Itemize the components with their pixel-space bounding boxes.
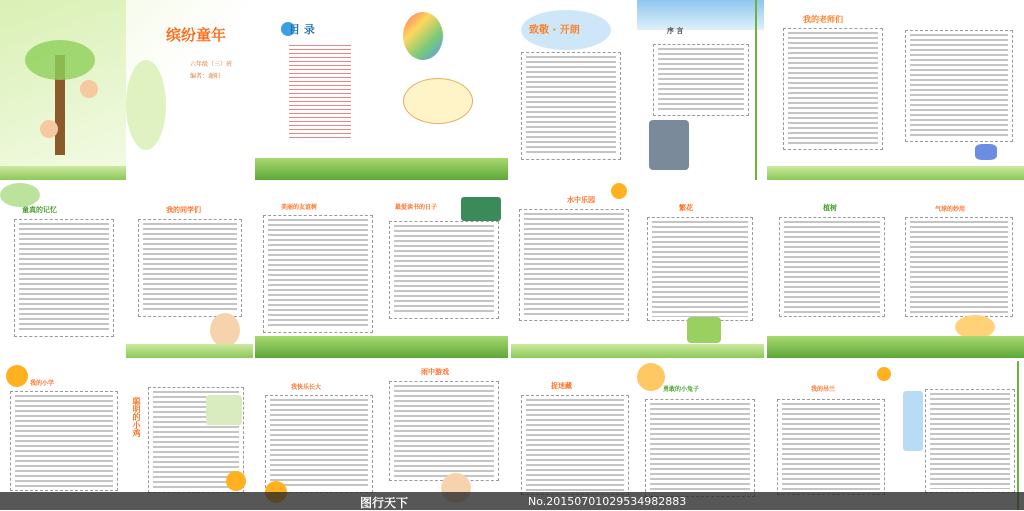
growing-page [255,361,381,510]
growing-text-block [265,395,373,493]
grass [767,336,895,358]
rabbit-title: 勇敢的小兔子 [663,386,700,393]
teachers-text-block [783,28,883,150]
teacher-photo [649,120,689,170]
classmates-text-block [138,219,242,317]
sport-page [511,183,637,358]
child-figure [40,120,58,138]
orange-bubbles [637,363,665,391]
grass [381,336,508,358]
watermark-logo: 图行天下 [360,496,409,510]
fun-class-page [895,183,1024,358]
cover-right-page [126,0,253,180]
school-spread [0,361,253,510]
grass [381,158,508,180]
grass [895,166,1024,180]
butterfly-decoration [975,144,997,160]
books-stack [461,197,501,221]
reading-title: 最爱读书的日子 [395,204,438,211]
classmates-page [126,183,253,358]
reading-text-block [389,221,499,319]
contents-list [285,42,355,142]
grass [0,166,126,180]
planting-page [767,183,895,358]
sport-text-block [519,209,629,321]
grass [767,166,895,180]
classmates-spread [0,183,253,358]
play-page [511,361,637,510]
growing-spread [255,361,508,510]
green-vine [1017,361,1019,510]
orchid-right-text [925,389,1015,493]
flowers-page [637,183,764,358]
teachers-right-page [895,0,1024,180]
school-text-block [10,391,118,491]
planting-spread [767,183,1024,358]
blue-frame [903,391,923,451]
school-page [0,361,126,510]
friendship-title: 美丽的友谊树 [281,204,318,211]
rainbow-feather [403,12,443,60]
growing-title: 我快乐长大 [291,384,322,391]
flowers-title: 繁花 [679,204,693,212]
sky [637,0,764,30]
play-text-block [521,395,629,495]
rain-text-block [389,381,499,481]
cover-spread [0,0,253,180]
preface-spread [511,0,764,180]
childhood-text-block [14,219,114,337]
childhood-title: 童真的记忆 [22,206,57,214]
smart-title: 聪明的小鸡 [132,397,141,437]
flowers-text-block [647,217,753,321]
classmates-title: 我的同学们 [166,206,201,214]
rabbit-text-block [645,399,755,497]
grass [511,344,637,358]
grass [255,336,381,358]
cover-class-line: 六年级（三）班 [190,61,233,68]
teachers-title: 我的老师们 [803,15,843,24]
grass [126,344,253,358]
preface-subheading: 序 言 [667,27,684,35]
sunflower [226,471,246,491]
preface-right-text [653,44,749,116]
preface-left-page [511,0,637,180]
girl-illustration [210,313,240,347]
school-title: 我的小学 [30,380,55,387]
teachers-right-text [905,30,1013,142]
leaf-corner [0,183,40,207]
contents-title: 目 录 [289,23,315,36]
smart-page [126,361,253,510]
orchid-title: 我的吊兰 [811,386,836,393]
reading-page [381,183,508,358]
play-spread [511,361,764,510]
preface-heading: 致敬 · 开朗 [529,25,580,36]
leaf-decoration [126,60,166,150]
planting-text-block [779,217,885,317]
contents-left-page [255,0,381,180]
orchid-spread [767,361,1024,510]
childhood-page [0,183,126,358]
watermark-bar [0,492,1024,510]
preface-right-page [637,0,764,180]
teachers-left-page [767,0,895,180]
rain-title: 雨中游戏 [421,368,449,376]
rabbit-page [637,361,764,510]
preface-text-block [521,52,621,160]
orange-circle [611,183,627,199]
cover-title: 缤纷童年 [166,26,227,44]
fun-class-text-block [905,217,1013,317]
cover-left-page [0,0,126,180]
planting-title: 植树 [823,204,837,212]
cover-editor-line: 编者：谢阳 [190,73,221,80]
sport-title: 水中乐园 [567,196,595,204]
sunflower [6,365,28,387]
grass [637,344,764,358]
rain-page [381,361,508,510]
grass [895,336,1024,358]
child-figure [80,80,98,98]
orchid-text-block [777,399,885,495]
children-on-book [403,78,473,124]
friendship-page [255,183,381,358]
sun-illustration [877,367,891,381]
sport-spread [511,183,764,358]
orchid-left-page [767,361,895,510]
green-vine [755,0,757,180]
children-picture [206,395,242,425]
grass [255,158,381,180]
fun-class-title: 气球的妙用 [935,206,966,213]
teachers-spread [767,0,1024,180]
tree-leaves [25,40,95,80]
house-illustration [687,317,721,343]
play-title: 捉迷藏 [551,382,572,390]
watermark-id: No.20150701029534982883 [528,495,687,508]
friendship-spread [255,183,508,358]
friendship-text-block [263,215,373,333]
contents-right-page [381,0,508,180]
contents-spread [255,0,508,180]
orchid-right-page [895,361,1024,510]
